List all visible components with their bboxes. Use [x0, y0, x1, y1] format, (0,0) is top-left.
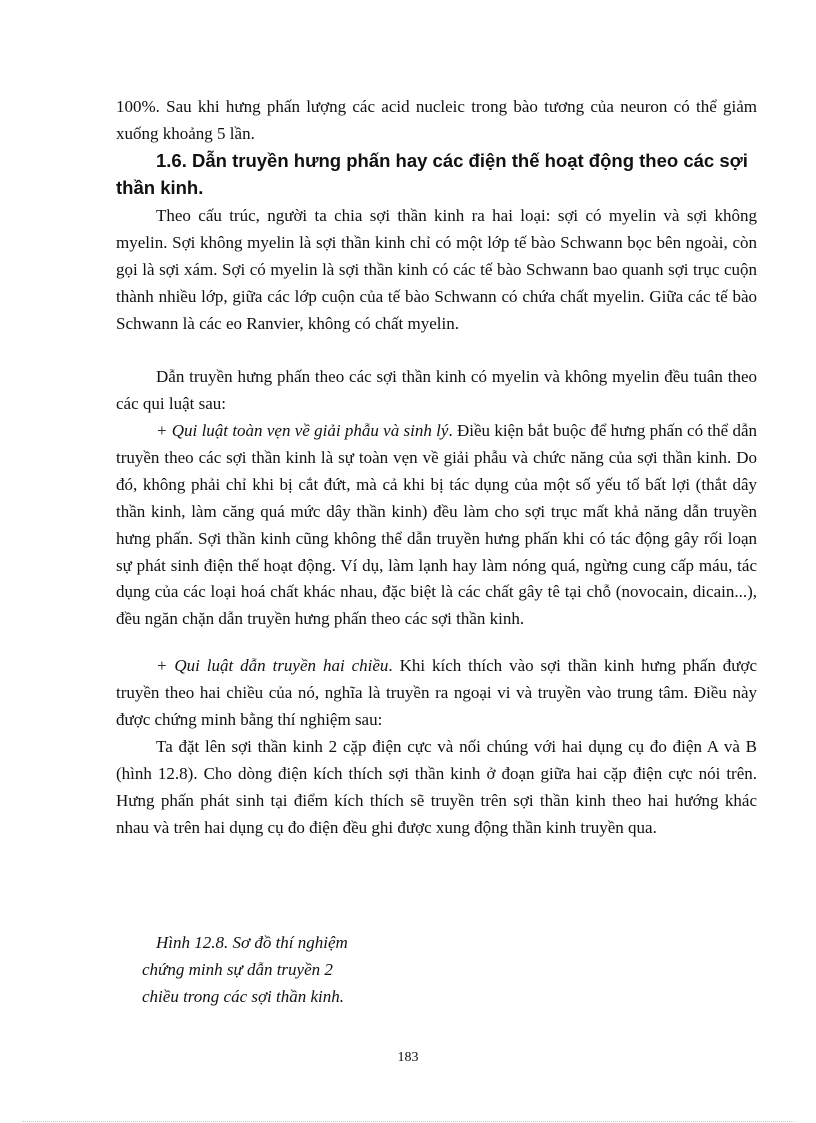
law-body-integrity: . Điều kiện bắt buộc để hưng phấn có thể dẫn truyền theo các sợi thần kinh là sự toàn vẹn về giải phẫu và chức năng của sợi thần kinh. Do đó, không phải chỉ khi bị cắt đứt, mà cả khi bị tác dụng của một số yếu tố bất lợi (thắt dây thần kinh, làm căng quá mức dây thần kinh) đều làm cho sợi trục mất khả năng dẫn truyền hưng phấn. Sợi thần kinh cũng không thể dẫn truyền hưng phấn khi có tác động gây rối loạn sự phát sinh điện thế hoạt động. Ví dụ, làm lạnh hay làm nóng quá, ngừng cung cấp máu, tác dụng của các loại hoá chất khác nhau, đặc biệt là các chất gây tê tại chỗ (novocain, dicain...), đều ngăn chặn dẫn truyền hưng phấn theo các sợi thần kinh.: [116, 421, 757, 629]
paragraph-bidirectional-law: [116, 653, 757, 734]
page-bottom-divider: [22, 1121, 794, 1122]
paragraph-fiber-types: Theo cấu trúc, người ta chia sợi thần kinh ra hai loại: sợi có myelin và sợi không myelin. Sợi không myelin là sợi thần kinh chỉ có một lớp tế bào Schwann bọc bên ngoài, còn gọi là sợi xám. Sợi có myelin là sợi thần kinh có các tế bào Schwann bao quanh sợi trục cuộn thành nhiều lớp, giữa các lớp cuộn của tế bào Schwann có chứa chất myelin. Giữa các tế bào Schwann là các eo Ranvier, không có chất myelin.: [116, 206, 757, 333]
caption-line-2: chứng minh sự dẫn truyền 2: [142, 960, 333, 979]
page-number: 183: [397, 1050, 419, 1065]
paragraph-continuation: 100%. Sau khi hưng phấn lượng các acid nucleic trong bào tương của neuron có thể giảm xuống khoảng 5 lần.: [116, 97, 757, 143]
caption-line-1: Hình 12.8. Sơ đồ thí nghiệm: [156, 933, 348, 952]
caption-line-3: chiều trong các sợi thần kinh.: [142, 987, 345, 1006]
paragraph-experiment: Ta đặt lên sợi thần kinh 2 cặp điện cực và nối chúng với hai dụng cụ đo điện A và B (hình 12.8). Cho dòng điện kích thích sợi thần kinh ở đoạn giữa hai cặp điện cực nói trên. Hưng phấn phát sinh tại điểm kích thích sẽ truyền trên sợi thần kinh theo hai hướng khác nhau và trên hai dụng cụ đo điện đều ghi được xung động thần kinh truyền qua.: [116, 737, 757, 837]
figure-caption: [142, 929, 392, 1010]
section-heading: 1.6. Dẫn truyền hưng phấn hay các điện thế hoạt động theo các sợi thần kinh.: [116, 150, 748, 198]
paragraph-conduction-laws: Dẫn truyền hưng phấn theo các sợi thần kinh có myelin và không myelin đều tuân theo các qui luật sau:: [116, 367, 757, 413]
law-title-integrity: + Qui luật toàn vẹn về giải phẫu và sinh lý: [156, 421, 449, 440]
law-title-bidirectional: + Qui luật dẫn truyền hai chiều: [156, 656, 389, 675]
paragraph-integrity-law: [116, 418, 757, 633]
law-body-bidirectional: . Khi kích thích vào sợi thần kinh hưng phấn được truyền theo hai chiều của nó, nghĩa là truyền ra ngoại vi và truyền vào trung tâm. Điều này được chứng minh bằng thí nghiệm sau:: [116, 656, 757, 729]
